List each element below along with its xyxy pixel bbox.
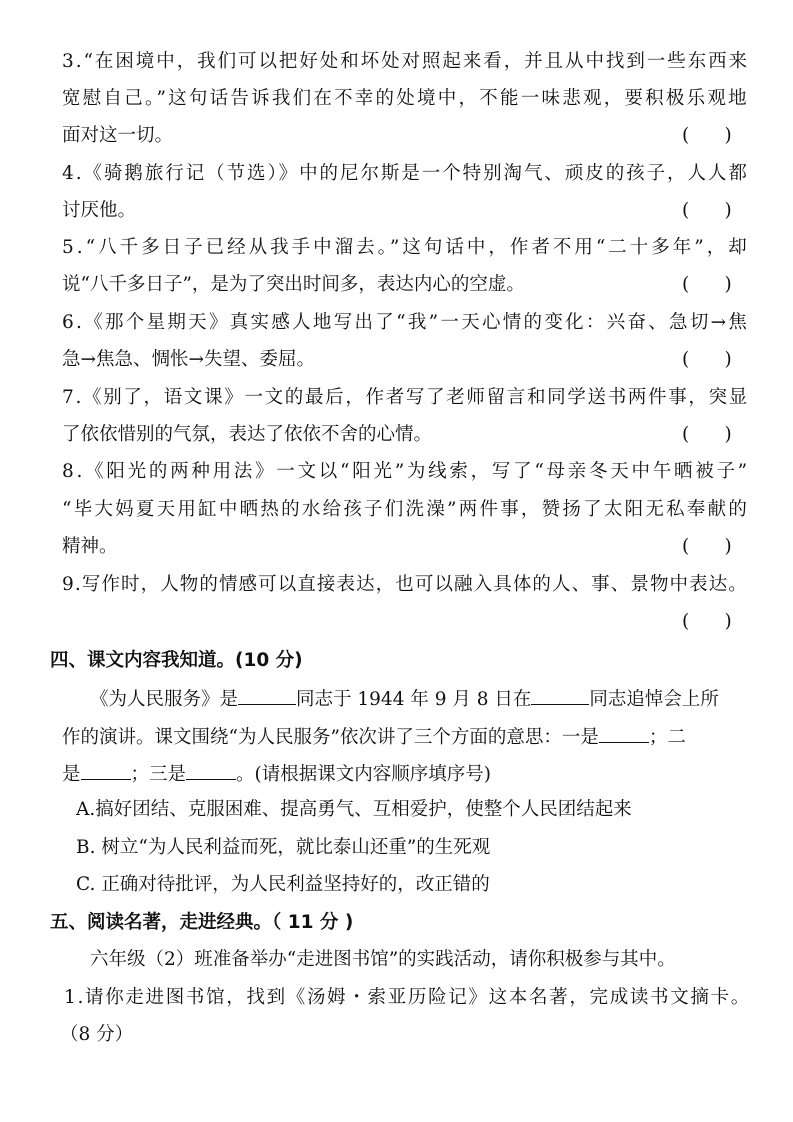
answer-parentheses[interactable]: ( )	[682, 125, 732, 146]
option-b: B. 树立“为人民利益而死，就比泰山还重”的生死观	[76, 837, 491, 858]
section-4-paragraph-line-3	[62, 761, 491, 787]
option-a: A.搞好团结、克服困难、提高勇气、互相爱护，使整个人民团结起来	[76, 799, 632, 820]
section-4-paragraph-line-2	[62, 724, 686, 750]
answer-parentheses[interactable]: ( )	[682, 200, 732, 221]
section-5-question-1-score: （8 分）	[60, 1024, 134, 1045]
item-7-line-1: 7.《别了，语文课》一文的最后，作者写了老师留言和同学送书两件事，突显	[62, 387, 749, 408]
item-3-line-1: 3.“在困境中，我们可以把好处和坏处对照起来看，并且从中找到一些东西来	[62, 51, 750, 72]
item-3-line-3: 面对这一切。	[62, 125, 174, 146]
item-5-line-2: 说“八千多日子”，是为了突出时间多，表达内心的空虚。	[62, 274, 525, 295]
item-3-line-2: 宽慰自己。”这句话告诉我们在不幸的处境中，不能一味悲观，要积极乐观地	[62, 88, 749, 109]
answer-parentheses[interactable]: ( )	[682, 274, 732, 295]
text-segment: 是	[62, 764, 81, 785]
section-5-question-1: 1.请你走进图书馆，找到《汤姆・索亚历险记》这本名著，完成读书文摘卡。	[64, 987, 751, 1008]
fill-in-blank[interactable]	[599, 724, 649, 743]
section-5-heading: 五、阅读名著，走进经典。（ 11 分 )	[50, 912, 354, 933]
answer-parentheses[interactable]: ( )	[682, 424, 732, 445]
section-5-intro: 六年级（2）班准备举办“走进图书馆”的实践活动，请你积极参与其中。	[90, 949, 676, 970]
text-segment: 《为人民服务》是	[90, 689, 239, 710]
item-8-line-1: 8.《阳光的两种用法》一文以“阳光”为线索，写了“母亲冬天中午晒被子”	[62, 461, 750, 482]
item-6-line-2: 急→焦急、惆怅→失望、委屈。	[62, 349, 316, 370]
answer-parentheses[interactable]: ( )	[682, 349, 732, 370]
item-4-line-1: 4.《骑鹅旅行记（节选）》中的尼尔斯是一个特别淘气、顽皮的孩子，人人都	[62, 163, 749, 184]
item-9-line-1: 9.写作时，人物的情感可以直接表达，也可以融入具体的人、事、景物中表达。	[62, 574, 748, 595]
text-segment: ；三是	[130, 764, 187, 785]
text-segment: 。(请根据课文内容顺序填序号)	[236, 764, 491, 785]
option-c: C. 正确对待批评，为人民利益坚持好的，改正错的	[76, 874, 490, 895]
text-segment: ；二	[648, 727, 686, 748]
item-8-line-2: “毕大妈夏天用缸中晒热的水给孩子们洗澡”两件事，赞扬了太阳无私奉献的	[62, 499, 750, 520]
item-6-line-1: 6.《那个星期天》真实感人地写出了“我”一天心情的变化：兴奋、急切→焦	[62, 312, 750, 333]
text-segment: 同志追悼会上所	[589, 689, 719, 710]
answer-parentheses[interactable]: ( )	[682, 611, 732, 632]
fill-in-blank[interactable]	[238, 686, 296, 705]
answer-parentheses[interactable]: ( )	[682, 536, 732, 557]
fill-in-blank[interactable]	[531, 686, 589, 705]
section-4-heading: 四、课文内容我知道。(10 分)	[50, 650, 303, 671]
item-4-line-2: 讨厌他。	[62, 200, 137, 221]
fill-in-blank[interactable]	[186, 761, 236, 780]
text-segment: 作的演讲。课文围绕“为人民服务”依次讲了三个方面的意思：一是	[62, 727, 599, 748]
text-segment: 同志于 1944 年 9 月 8 日在	[296, 689, 532, 710]
fill-in-blank[interactable]	[81, 761, 131, 780]
item-5-line-1: 5.“八千多日子已经从我手中溜去。”这句话中，作者不用“二十多年”，却	[62, 237, 750, 258]
item-7-line-2: 了依依惜别的气氛，表达了依依不舍的心情。	[62, 424, 433, 445]
item-8-line-3: 精神。	[62, 536, 118, 557]
section-4-paragraph-line-1	[90, 686, 719, 712]
